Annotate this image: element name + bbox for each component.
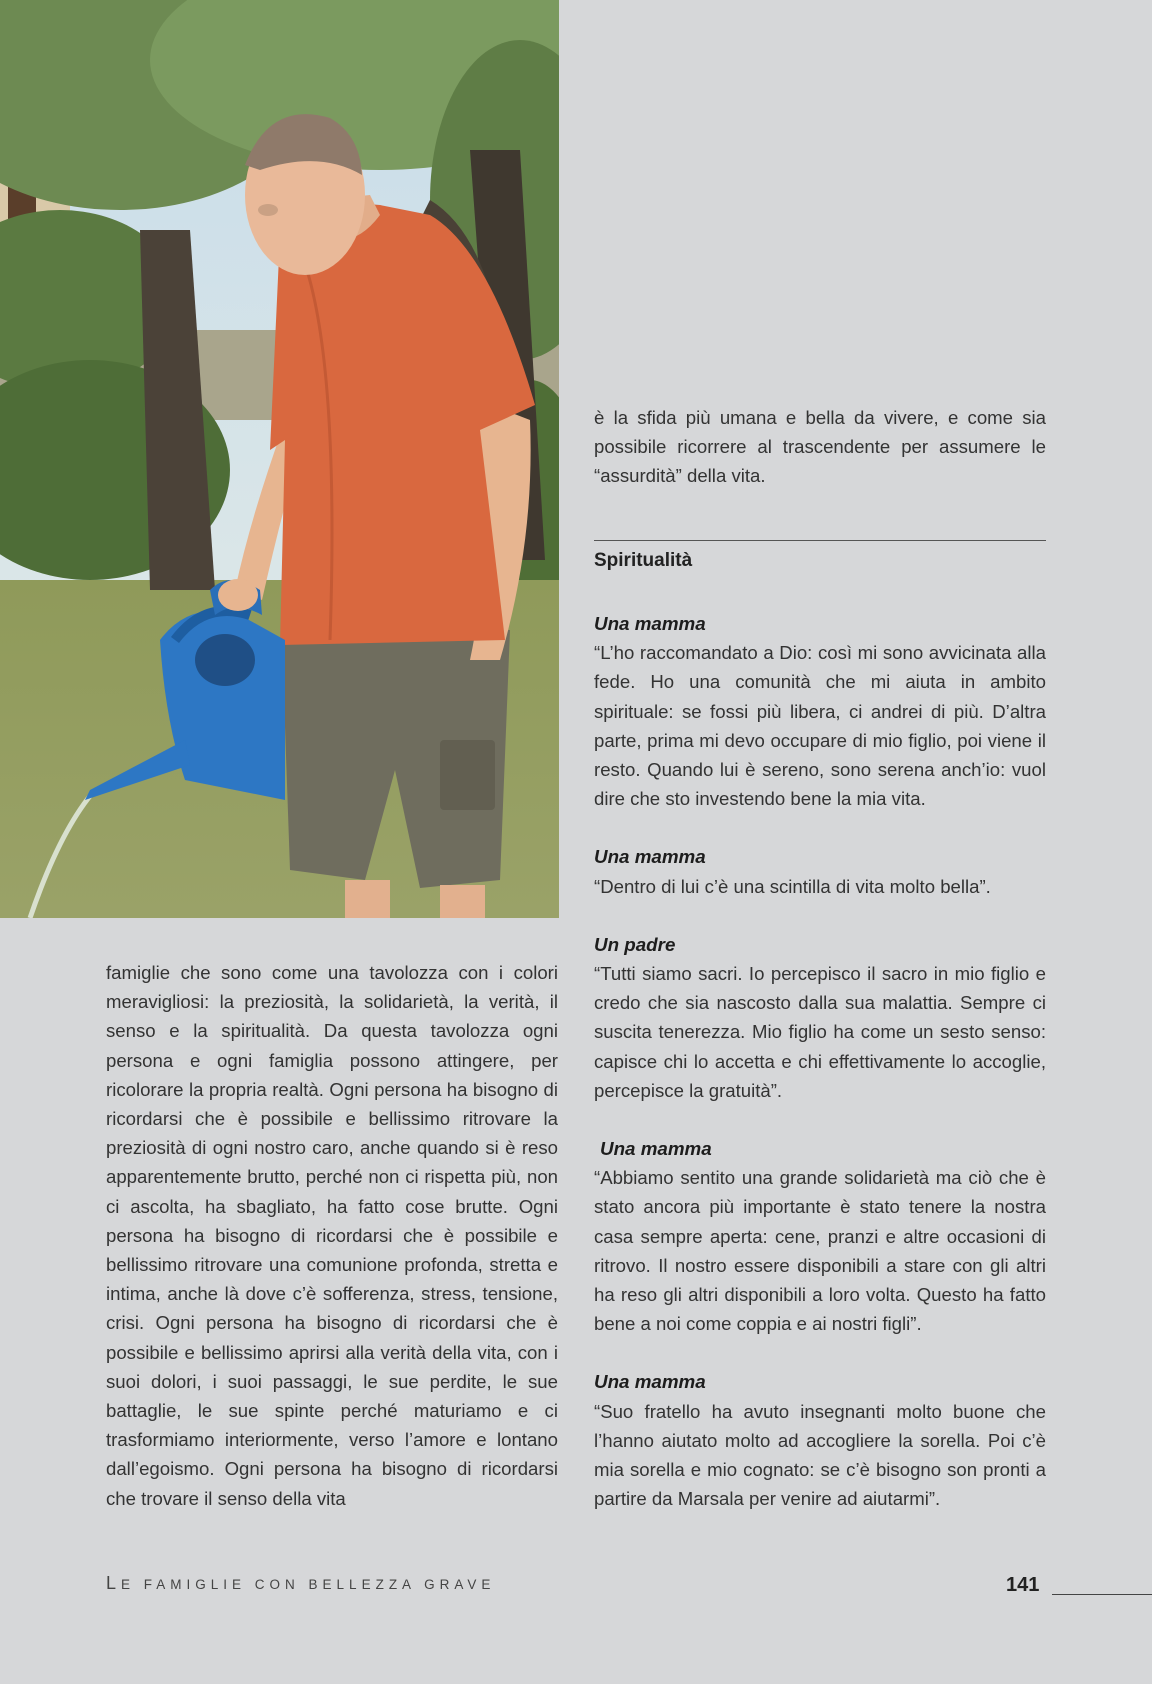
running-footer-title (106, 1573, 495, 1594)
quote-author: Una mamma (594, 613, 706, 634)
quote-text: “Abbiamo sentito una grande solidarietà ma ciò che è stato ancora più importante è stato tenere la nostra casa sempre aperta: cene, pranzi e altre occasioni di ritrovo. Il nostro essere disponibili a stare con gli altri ha reso gli altri disponibili a loro volta. Questo ha fatto bene a noi come coppia e ai nostri figli”. (594, 1167, 1046, 1335)
section-divider (594, 540, 1046, 541)
quote-author: Una mamma (594, 1371, 706, 1393)
quote-block (594, 842, 1046, 900)
right-column-intro: è la sfida più umana e bella da vivere, e come sia possibile ricorrere al trascendente per assumere le “assurdità” della vita. (594, 407, 1046, 487)
quote-text: “Suo fratello ha avuto insegnanti molto buone che l’hanno aiutato molto ad accogliere la sorella. Poi c’è mia sorella e mio cognato: se c’è bisogno son pronti a partire da Marsala per venire ad aiutarmi”. (594, 1400, 1046, 1510)
photo-man-watering-garden (0, 0, 559, 918)
quote-block (594, 1367, 1046, 1513)
quotes-list (594, 609, 1046, 1542)
left-column-text: famiglie che sono come una tavolozza con i colori meravigliosi: la preziosità, la solidarietà, la verità, il senso e la spiritualità. Da questa tavolozza ogni persona e ogni famiglia possono attingere, per ricolorare la propria realtà. Ogni persona ha bisogno di ricordarsi che è possibile e bellissimo ritrovare la preziosità di ogni nostro caro, anche quando si è reso apparentemente brutto, perché non ci rispetta più, non ci ascolta, ha sbagliato, ha fatto cose brutte. Ogni persona ha bisogno di ricordarsi che è possibile e bellissimo ritrovare una comunione profonda, stretta e intima, anche là dove c’è sofferenza, stress, tensione, crisi. Ogni persona ha bisogno di ricordarsi che è possibile e bellissimo aprirsi alla verità della vita, con i suoi dolori, i suoi passaggi, le sue perdite, le sue battaglie, le sue spinte perché maturiamo e ci trasformiamo interiormente, verso l’amore e lontano dall’egoismo. Ogni persona ha bisogno di ricordarsi che trovare il senso della vita (106, 962, 558, 1509)
footer-title-rest: E FAMIGLIE CON BELLEZZA GRAVE (121, 1577, 496, 1592)
quote-author: Un padre (594, 933, 676, 955)
quote-author: Una mamma (600, 1138, 712, 1160)
section-title: Spiritualità (594, 550, 693, 571)
quote-text: “Dentro di lui c’è una scintilla di vita molto bella”. (594, 875, 991, 897)
quote-author: Una mamma (594, 846, 706, 868)
quote-block (594, 930, 1046, 1105)
quote-block (594, 1134, 1046, 1338)
page-number: 141 (1006, 1574, 1040, 1596)
page-number-rule (1052, 1594, 1152, 1595)
quote-text: “L’ho raccomandato a Dio: così mi sono avvicinata alla fede. Ho una comunità che mi aiuta in ambito spirituale: se fossi più libera, ci andrei di più. D’altra parte, prima mi devo occupare di mio figlio, poi viene il resto. Quando lui è sereno, sono serena anch’io: vuol dire che sto investendo bene la mia vita. (594, 642, 1046, 810)
footer-initial: L (106, 1573, 122, 1593)
quote-block (594, 609, 1046, 813)
quote-text: “Tutti siamo sacri. Io percepisco il sacro in mio figlio e credo che sia nascosto dalla sua malattia. Sempre ci suscita tenerezza. Mio figlio ha come un sesto senso: capisce chi lo accetta e chi effettivamente lo accoglie, percepisce la gratuità”. (594, 963, 1046, 1101)
